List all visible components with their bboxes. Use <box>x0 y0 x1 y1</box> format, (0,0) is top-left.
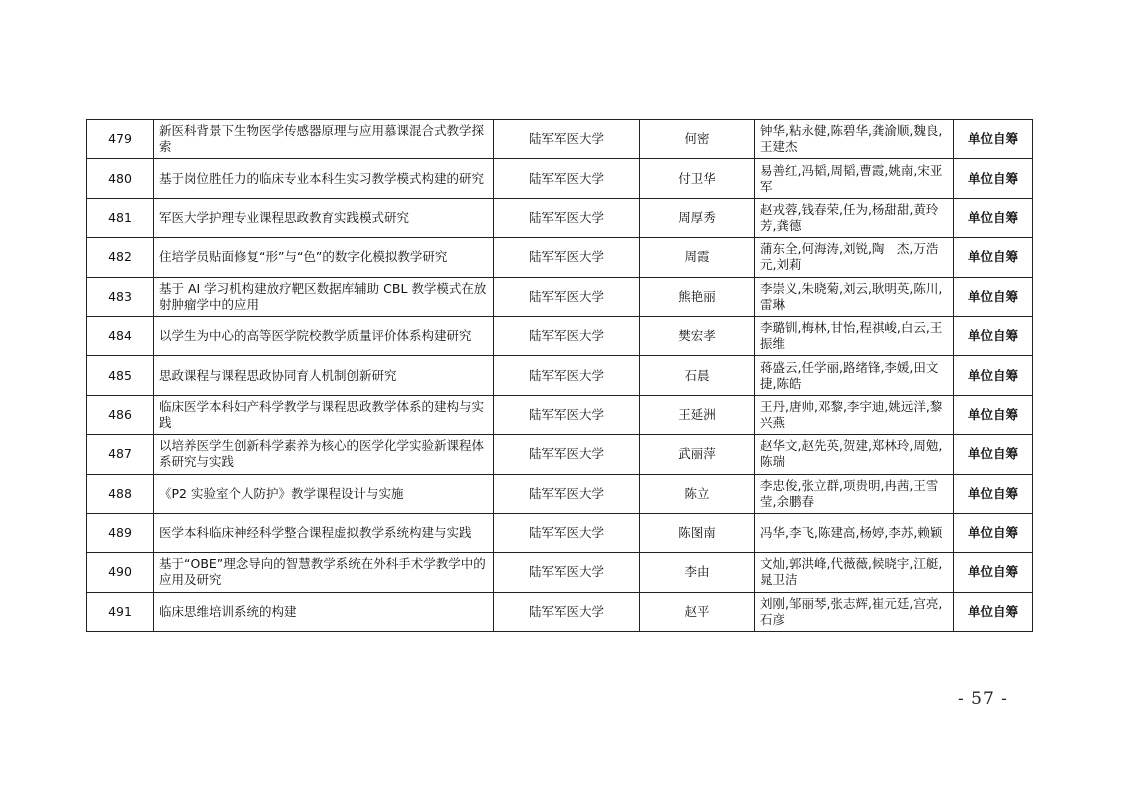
funding-source: 单位自筹 <box>954 238 1033 277</box>
team-members: 赵戎蓉,钱春荣,任为,杨甜甜,黄玲芳,龚德 <box>755 198 954 237</box>
team-members: 赵华文,赵先英,贺建,郑林玲,周勉,陈瑞 <box>755 435 954 474</box>
row-number: 483 <box>87 277 154 316</box>
row-number: 482 <box>87 238 154 277</box>
project-leader: 樊宏孝 <box>640 316 755 355</box>
project-leader: 周霞 <box>640 238 755 277</box>
team-members: 王丹,唐帅,邓黎,李宇迪,姚远洋,黎兴燕 <box>755 395 954 434</box>
table-row <box>87 435 1033 474</box>
project-title: 临床思维培训系统的构建 <box>154 592 494 631</box>
project-leader: 赵平 <box>640 592 755 631</box>
institution: 陆军军医大学 <box>494 159 640 198</box>
funding-source: 单位自筹 <box>954 592 1033 631</box>
institution: 陆军军医大学 <box>494 592 640 631</box>
table-row <box>87 159 1033 198</box>
table-row <box>87 238 1033 277</box>
funding-source: 单位自筹 <box>954 553 1033 592</box>
project-table-body <box>87 120 1033 632</box>
project-leader: 何密 <box>640 120 755 159</box>
funding-source: 单位自筹 <box>954 198 1033 237</box>
project-title: 基于岗位胜任力的临床专业本科生实习教学模式构建的研究 <box>154 159 494 198</box>
team-members: 冯华,李飞,陈建高,杨婷,李苏,赖颖 <box>755 513 954 552</box>
team-members: 钟华,粘永健,陈碧华,龚渝顺,魏良,王建杰 <box>755 120 954 159</box>
row-number: 489 <box>87 513 154 552</box>
row-number: 481 <box>87 198 154 237</box>
institution: 陆军军医大学 <box>494 120 640 159</box>
funding-source: 单位自筹 <box>954 316 1033 355</box>
funding-source: 单位自筹 <box>954 435 1033 474</box>
funding-source: 单位自筹 <box>954 474 1033 513</box>
project-title: 住培学员贴面修复“形”与“色”的数字化模拟教学研究 <box>154 238 494 277</box>
project-leader: 石晨 <box>640 356 755 395</box>
institution: 陆军军医大学 <box>494 395 640 434</box>
team-members: 李璐钏,梅林,甘怡,程祺峻,白云,王振维 <box>755 316 954 355</box>
project-leader: 付卫华 <box>640 159 755 198</box>
project-leader: 王延洲 <box>640 395 755 434</box>
table-row <box>87 395 1033 434</box>
project-table <box>86 119 1033 632</box>
funding-source: 单位自筹 <box>954 159 1033 198</box>
table-row <box>87 474 1033 513</box>
row-number: 488 <box>87 474 154 513</box>
institution: 陆军军医大学 <box>494 238 640 277</box>
table-row <box>87 277 1033 316</box>
team-members: 刘刚,邹丽琴,张志辉,崔元廷,宫亮,石彦 <box>755 592 954 631</box>
project-leader: 李由 <box>640 553 755 592</box>
row-number: 480 <box>87 159 154 198</box>
project-title: 军医大学护理专业课程思政教育实践模式研究 <box>154 198 494 237</box>
project-leader: 武丽萍 <box>640 435 755 474</box>
project-title: 新医科背景下生物医学传感器原理与应用慕课混合式教学探索 <box>154 120 494 159</box>
team-members: 蒲东全,何海涛,刘锐,陶 杰,万浩元,刘莉 <box>755 238 954 277</box>
institution: 陆军军医大学 <box>494 277 640 316</box>
funding-source: 单位自筹 <box>954 356 1033 395</box>
project-title: 医学本科临床神经科学整合课程虚拟教学系统构建与实践 <box>154 513 494 552</box>
institution: 陆军军医大学 <box>494 553 640 592</box>
row-number: 485 <box>87 356 154 395</box>
institution: 陆军军医大学 <box>494 435 640 474</box>
project-leader: 熊艳丽 <box>640 277 755 316</box>
project-title: 以培养医学生创新科学素养为核心的医学化学实验新课程体系研究与实践 <box>154 435 494 474</box>
project-leader: 周厚秀 <box>640 198 755 237</box>
row-number: 490 <box>87 553 154 592</box>
project-title: 基于“OBE”理念导向的智慧教学系统在外科手术学教学中的应用及研究 <box>154 553 494 592</box>
row-number: 491 <box>87 592 154 631</box>
team-members: 蒋盛云,任学丽,路绪锋,李媛,田文捷,陈皓 <box>755 356 954 395</box>
project-title: 临床医学本科妇产科学教学与课程思政教学体系的建构与实践 <box>154 395 494 434</box>
table-row <box>87 120 1033 159</box>
funding-source: 单位自筹 <box>954 277 1033 316</box>
team-members: 李崇义,朱晓菊,刘云,耿明英,陈川,雷琳 <box>755 277 954 316</box>
team-members: 易善红,冯韬,周韬,曹霞,姚南,宋亚军 <box>755 159 954 198</box>
project-leader: 陈图南 <box>640 513 755 552</box>
institution: 陆军军医大学 <box>494 474 640 513</box>
row-number: 487 <box>87 435 154 474</box>
institution: 陆军军医大学 <box>494 316 640 355</box>
project-title: 《P2 实验室个人防护》教学课程设计与实施 <box>154 474 494 513</box>
row-number: 486 <box>87 395 154 434</box>
row-number: 479 <box>87 120 154 159</box>
table-row <box>87 513 1033 552</box>
project-leader: 陈立 <box>640 474 755 513</box>
institution: 陆军军医大学 <box>494 356 640 395</box>
page-number: - 57 - <box>958 689 1008 709</box>
table-row <box>87 356 1033 395</box>
funding-source: 单位自筹 <box>954 513 1033 552</box>
project-title: 基于 AI 学习机构建放疗靶区数据库辅助 CBL 教学模式在放射肿瘤学中的应用 <box>154 277 494 316</box>
table-row <box>87 316 1033 355</box>
funding-source: 单位自筹 <box>954 120 1033 159</box>
team-members: 文灿,郭洪峰,代薇薇,候晓宇,江艇,晁卫洁 <box>755 553 954 592</box>
table-row <box>87 198 1033 237</box>
team-members: 李忠俊,张立群,项贵明,冉茜,王雪莹,余鹏春 <box>755 474 954 513</box>
institution: 陆军军医大学 <box>494 513 640 552</box>
table-row <box>87 553 1033 592</box>
funding-source: 单位自筹 <box>954 395 1033 434</box>
project-title: 思政课程与课程思政协同育人机制创新研究 <box>154 356 494 395</box>
row-number: 484 <box>87 316 154 355</box>
project-title: 以学生为中心的高等医学院校教学质量评价体系构建研究 <box>154 316 494 355</box>
institution: 陆军军医大学 <box>494 198 640 237</box>
table-row <box>87 592 1033 631</box>
